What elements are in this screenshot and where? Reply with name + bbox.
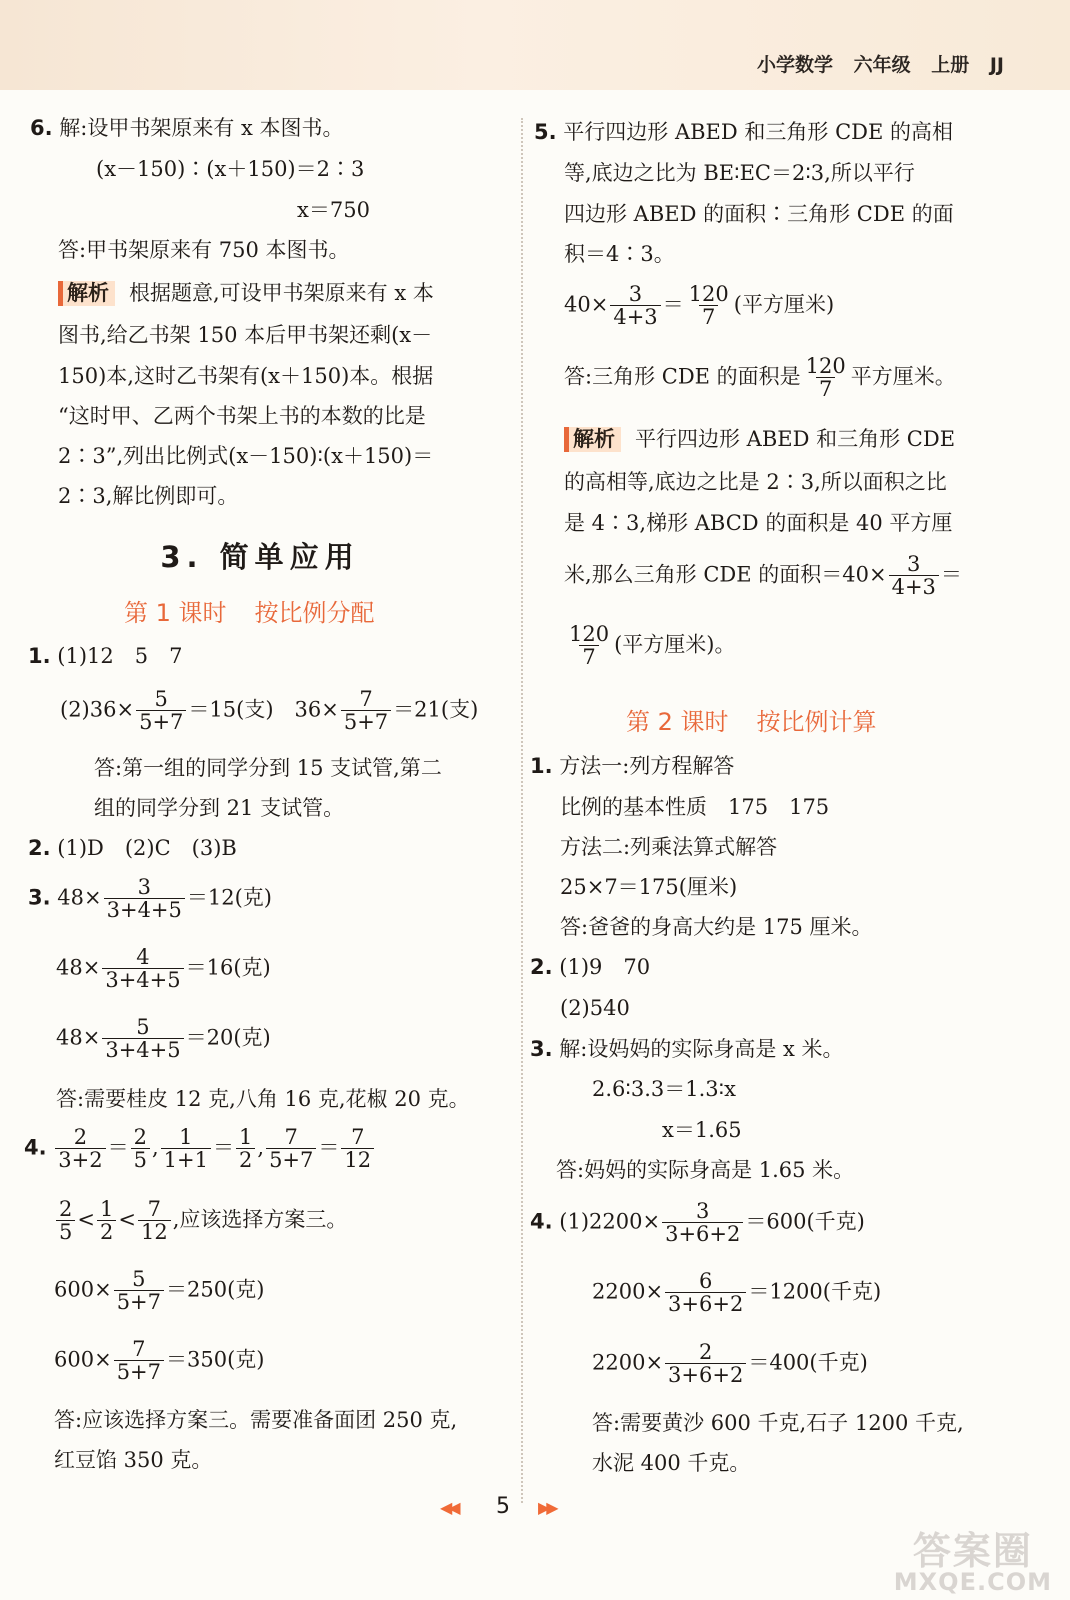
q5-analysis-line-5: [564, 623, 735, 669]
expr-text: 600×: [54, 1277, 112, 1302]
fraction: $\frac{7}{5+7}$: [114, 1338, 164, 1384]
q3-line-3: [56, 1016, 271, 1062]
q6-analysis-line-2: 图书,给乙书架 150 本后甲书架还剩(x－: [58, 323, 433, 347]
r-q3-answer: 答:妈妈的实际身高是 1.65 米。: [556, 1158, 855, 1182]
q4-line-1: 4. $\frac{2}{3+2}$ ＝ $\frac{2}{5}$ , $\frac{1}{1+1}$ ＝ $\frac{1}{2}$ , $\frac{7}{5+7}$ ＝ $\frac{7}{12}$: [24, 1126, 376, 1172]
analysis-tag: 解析: [564, 427, 621, 452]
expr-text: ＝1200(千克): [748, 1279, 882, 1304]
fraction: $\frac{3}{4+3}$: [610, 283, 660, 329]
lesson-topic: 按比例计算: [756, 708, 877, 736]
expr-text: ＝250(克): [166, 1277, 265, 1302]
q3-line-1: [28, 876, 272, 922]
expr-text: (2)36×: [60, 697, 135, 722]
watermark-logo: [893, 1529, 1052, 1596]
fraction: $\frac{5}{5+7}$: [136, 688, 186, 734]
subject-label: 小学数学: [756, 54, 833, 76]
question-number: 4.: [24, 1135, 47, 1160]
r-q4-line-3: [592, 1341, 868, 1387]
expr-text: 平方厘米。: [850, 364, 956, 389]
r-q1-line-3: 方法二:列乘法算式解答: [560, 835, 778, 859]
q3-answer: 答:需要桂皮 12 克,八角 16 克,花椒 20 克。: [56, 1087, 470, 1111]
q5-analysis-line-1: [564, 427, 955, 452]
lesson-2-heading: [626, 708, 877, 737]
fraction: $\frac{3}{3+6+2}$: [662, 1200, 743, 1246]
expr-text: (平方厘米)。: [614, 632, 736, 657]
watermark-text: 答案圈: [912, 1529, 1033, 1573]
r-q1-line-2: 比例的基本性质 175 175: [560, 795, 830, 819]
fraction: $\frac{120}{7}$: [688, 282, 729, 330]
q5-analysis-line-3: 是 4∶3,梯形 ABCD 的面积是 40 平方厘: [564, 511, 953, 535]
fraction: $\frac{7}{5+7}$: [266, 1126, 316, 1172]
question-number: 6.: [30, 116, 53, 140]
question-number: 3.: [530, 1037, 553, 1061]
expr-text: 40×: [564, 292, 609, 317]
r-q1-line-4: 25×7＝175(厘米): [560, 875, 738, 899]
r-q3-line-1: [530, 1037, 844, 1062]
expr-text: 米,那么三角形 CDE 的面积＝40×: [564, 562, 887, 587]
r-q1-answer: 答:爸爸的身高大约是 175 厘米。: [560, 915, 873, 939]
expr-text: 2200×: [592, 1350, 664, 1375]
r-q1-line-1: [530, 754, 734, 779]
q6-analysis-line-5: 2∶3”,列出比例式(x－150)∶(x＋150)＝: [58, 444, 434, 468]
fraction: $\frac{2}{5}$: [131, 1126, 150, 1172]
question-number: 4.: [530, 1209, 553, 1234]
fraction: $\frac{120}{7}$: [805, 354, 846, 402]
fraction: $\frac{5}{3+4+5}$: [102, 1016, 183, 1062]
fraction: $\frac{2}{3+6+2}$: [665, 1341, 746, 1387]
fraction: $\frac{1}{1+1}$: [161, 1126, 211, 1172]
q5-text: 平行四边形 ABED 和三角形 CDE 的高相: [563, 120, 953, 144]
fraction: $\frac{7}{5+7}$: [341, 688, 391, 734]
section-title: 3. 简单应用: [160, 540, 360, 574]
q1-line-1: [28, 644, 182, 669]
r-q1-text: 方法一:列方程解答: [559, 754, 735, 778]
r-q4-line-1: [530, 1200, 865, 1246]
expr-text: 48×: [56, 955, 101, 980]
fraction: $\frac{5}{5+7}$: [114, 1268, 164, 1314]
lesson-topic: 按比例分配: [254, 599, 375, 627]
r-q4-answer-1: 答:需要黄沙 600 千克,石子 1200 千克,: [592, 1411, 964, 1435]
expr-text: ＝21(支): [393, 697, 479, 722]
fraction: $\frac{2}{5}$: [56, 1198, 75, 1244]
edition-label: JJ: [989, 54, 1004, 76]
fraction: $\frac{120}{7}$: [569, 622, 610, 670]
lesson-name: 第 1 课时: [124, 599, 227, 627]
page-number: 5: [496, 1494, 510, 1519]
q4-compare: $\frac{2}{5}$ < $\frac{1}{2}$ < $\frac{7}{12}$ ,应该选择方案三。: [54, 1198, 347, 1244]
page-navigation: [440, 1494, 580, 1524]
q5-equation: 40× $\frac{3}{4+3}$ ＝ $\frac{120}{7}$ (平方厘米): [564, 282, 835, 330]
q1-answer-1: 答:第一组的同学分到 15 支试管,第二: [94, 756, 442, 780]
q6-answer: 答:甲书架原来有 750 本图书。: [58, 238, 350, 262]
q5-answer: [564, 355, 956, 401]
fraction: $\frac{7}{12}$: [138, 1198, 171, 1244]
question-number: 2.: [530, 955, 553, 979]
q5-line-3: 四边形 ABED 的面积∶三角形 CDE 的面: [564, 202, 954, 226]
fraction: $\frac{1}{2}$: [97, 1198, 116, 1244]
q2-line: [28, 836, 237, 861]
q5-line-4: 积＝4∶3。: [564, 242, 675, 266]
expr-text: 600×: [54, 1347, 112, 1372]
question-number: 1.: [530, 754, 553, 778]
expr-text: ＝16(克): [185, 955, 271, 980]
r-q3-text: 解:设妈妈的实际身高是 x 米。: [559, 1037, 844, 1061]
fraction: $\frac{6}{3+6+2}$: [665, 1270, 746, 1316]
previous-page-icon[interactable]: ◀◀: [440, 1498, 457, 1517]
expr-text: ＝12(克): [186, 885, 272, 910]
expr-text: ＝400(千克): [748, 1350, 868, 1375]
expr-text: 48×: [57, 885, 102, 910]
expr-text: 2200×: [592, 1279, 664, 1304]
q3-line-2: [56, 946, 271, 992]
watermark-url: MXQE.COM: [893, 1568, 1052, 1596]
fraction: $\frac{3}{3+4+5}$: [104, 876, 185, 922]
q2-answers: (1)D (2)C (3)B: [57, 836, 237, 860]
q4-calc-2: [54, 1338, 264, 1384]
q6-solution: x＝750: [297, 198, 370, 222]
expr-text: ＝600(千克): [745, 1209, 865, 1234]
r-q2-part2: (2)540: [560, 996, 630, 1020]
q1-part2: [60, 688, 478, 734]
fraction: $\frac{3}{4+3}$: [889, 553, 939, 599]
expr-text: (1)2200×: [559, 1209, 661, 1234]
column-divider: [521, 118, 523, 1503]
q4-answer-2: 红豆馅 350 克。: [54, 1448, 213, 1472]
q5-line-2: 等,底边之比为 BE∶EC＝2∶3,所以平行: [564, 161, 915, 185]
q4-calc-1: [54, 1268, 264, 1314]
volume-label: 上册: [931, 54, 970, 76]
expr-text: ,应该选择方案三。: [172, 1207, 348, 1232]
expr-text: ＝20(克): [185, 1025, 271, 1050]
r-q3-solution: x＝1.65: [662, 1118, 742, 1142]
r-q2-part1: (1)9 70: [559, 955, 651, 979]
fraction: $\frac{1}{2}$: [236, 1126, 255, 1172]
q5-line-1: [534, 120, 953, 145]
question-number: 1.: [28, 644, 51, 668]
q1-part1: (1)12 5 7: [57, 644, 183, 668]
expr-text: ＝15(支) 36×: [188, 697, 339, 722]
r-q4-line-2: [592, 1270, 881, 1316]
q6-equation: (x－150)∶(x＋150)＝2∶3: [96, 157, 365, 181]
q5-analysis-line-4: 米,那么三角形 CDE 的面积＝40× $\frac{3}{4+3}$ ＝: [564, 552, 962, 600]
fraction: $\frac{2}{3+2}$: [55, 1126, 105, 1172]
q6-analysis-line-1: [58, 281, 434, 306]
fraction: $\frac{4}{3+4+5}$: [102, 946, 183, 992]
book-header: [743, 54, 1004, 77]
expr-text: 48×: [56, 1025, 101, 1050]
q1-answer-2: 组的同学分到 21 支试管。: [94, 796, 345, 820]
q6-text: 解:设甲书架原来有 x 本图书。: [59, 116, 344, 140]
q6-analysis-line-3: 150)本,这时乙书架有(x＋150)本。根据: [58, 364, 434, 388]
r-q3-equation: 2.6∶3.3＝1.3∶x: [592, 1077, 736, 1101]
analysis-tag: 解析: [58, 281, 115, 306]
next-page-icon[interactable]: ▶▶: [538, 1498, 555, 1517]
lesson-1-heading: [124, 599, 375, 628]
expr-text: 答:三角形 CDE 的面积是: [564, 364, 801, 389]
question-number: 5.: [534, 120, 557, 144]
expr-text: (平方厘米): [733, 292, 835, 317]
q5-analysis-line-2: 的高相等,底边之比是 2∶3,所以面积之比: [564, 470, 947, 494]
lesson-name: 第 2 课时: [626, 708, 729, 736]
fraction: $\frac{7}{12}$: [341, 1126, 374, 1172]
analysis-text: 根据题意,可设甲书架原来有 x 本: [129, 281, 434, 305]
q6-line-1: [30, 116, 344, 141]
question-number: 2.: [28, 836, 51, 860]
q6-analysis-line-6: 2∶3,解比例即可。: [58, 484, 239, 508]
grade-label: 六年级: [853, 54, 911, 76]
r-q4-answer-2: 水泥 400 千克。: [592, 1451, 751, 1475]
expr-text: ＝350(克): [166, 1347, 265, 1372]
r-q2-line-1: [530, 955, 650, 980]
analysis-text: 平行四边形 ABED 和三角形 CDE: [635, 427, 956, 451]
question-number: 3.: [28, 885, 51, 910]
q4-answer-1: 答:应该选择方案三。需要准备面团 250 克,: [54, 1408, 458, 1432]
q6-analysis-line-4: “这时甲、乙两个书架上书的本数的比是: [58, 404, 426, 428]
